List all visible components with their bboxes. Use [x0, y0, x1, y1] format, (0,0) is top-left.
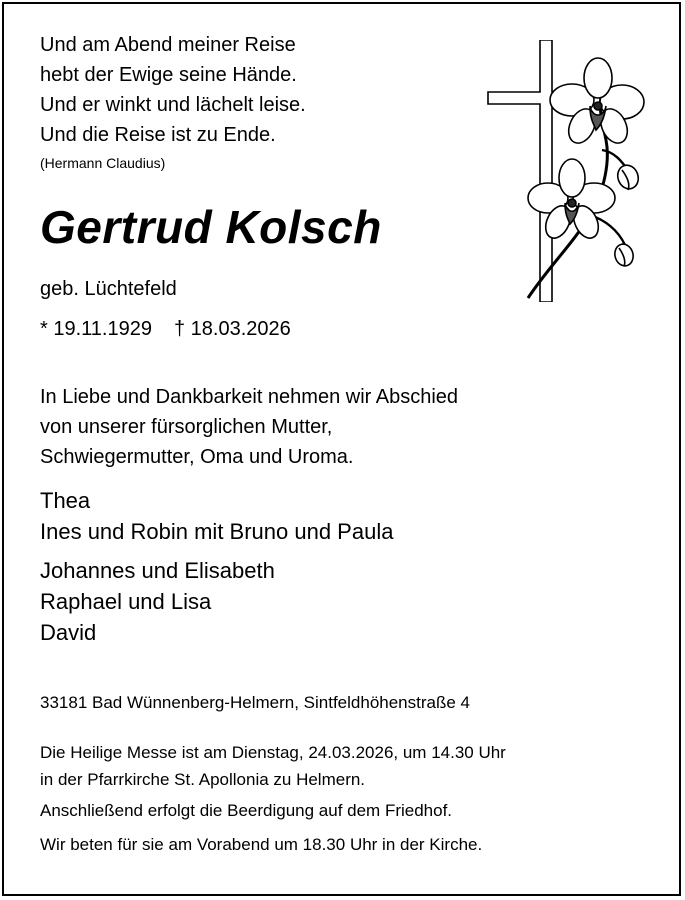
deceased-name: Gertrud Kolsch	[40, 201, 382, 253]
poem-line: hebt der Ewige seine Hände.	[40, 64, 297, 86]
birth-date: * 19.11.1929	[40, 318, 152, 340]
poem-line: Und die Reise ist zu Ende.	[40, 124, 276, 146]
family-member: Raphael und Lisa	[40, 589, 212, 614]
farewell-line: In Liebe und Dankbarkeit nehmen wir Abschied	[40, 386, 459, 408]
life-dates	[40, 318, 291, 341]
address: 33181 Bad Wünnenberg-Helmern, Sintfeldhöhenstraße 4	[40, 693, 470, 712]
death-cross-icon: †	[173, 318, 186, 340]
farewell-text	[40, 382, 458, 472]
family-member: Ines und Robin mit Bruno und Paula	[40, 519, 394, 544]
maiden-name: geb. Lüchtefeld	[40, 278, 177, 300]
farewell-line: von unserer fürsorglichen Mutter,	[40, 416, 333, 438]
family-member: Thea	[40, 488, 91, 513]
mass-line: Die Heilige Messe ist am Dienstag, 24.03.2026, um 14.30 Uhr	[40, 743, 506, 762]
family-group	[40, 555, 275, 648]
poem-line: Und am Abend meiner Reise	[40, 34, 296, 56]
mass-info	[40, 739, 506, 793]
poem	[40, 30, 306, 150]
family-member: Johannes und Elisabeth	[40, 558, 275, 583]
mass-line: in der Pfarrkirche St. Apollonia zu Helmern.	[40, 770, 366, 789]
family-group	[40, 485, 393, 547]
cross-with-orchid-icon	[480, 40, 650, 302]
poem-line: Und er winkt und lächelt leise.	[40, 94, 306, 116]
farewell-line: Schwiegermutter, Oma und Uroma.	[40, 446, 354, 468]
death-date: 18.03.2026	[190, 318, 291, 340]
family-member: David	[40, 620, 97, 645]
prayer-info: Wir beten für sie am Vorabend um 18.30 Uhr in der Kirche.	[40, 835, 483, 854]
poem-author: (Hermann Claudius)	[40, 155, 166, 171]
burial-info: Anschließend erfolgt die Beerdigung auf dem Friedhof.	[40, 801, 453, 820]
